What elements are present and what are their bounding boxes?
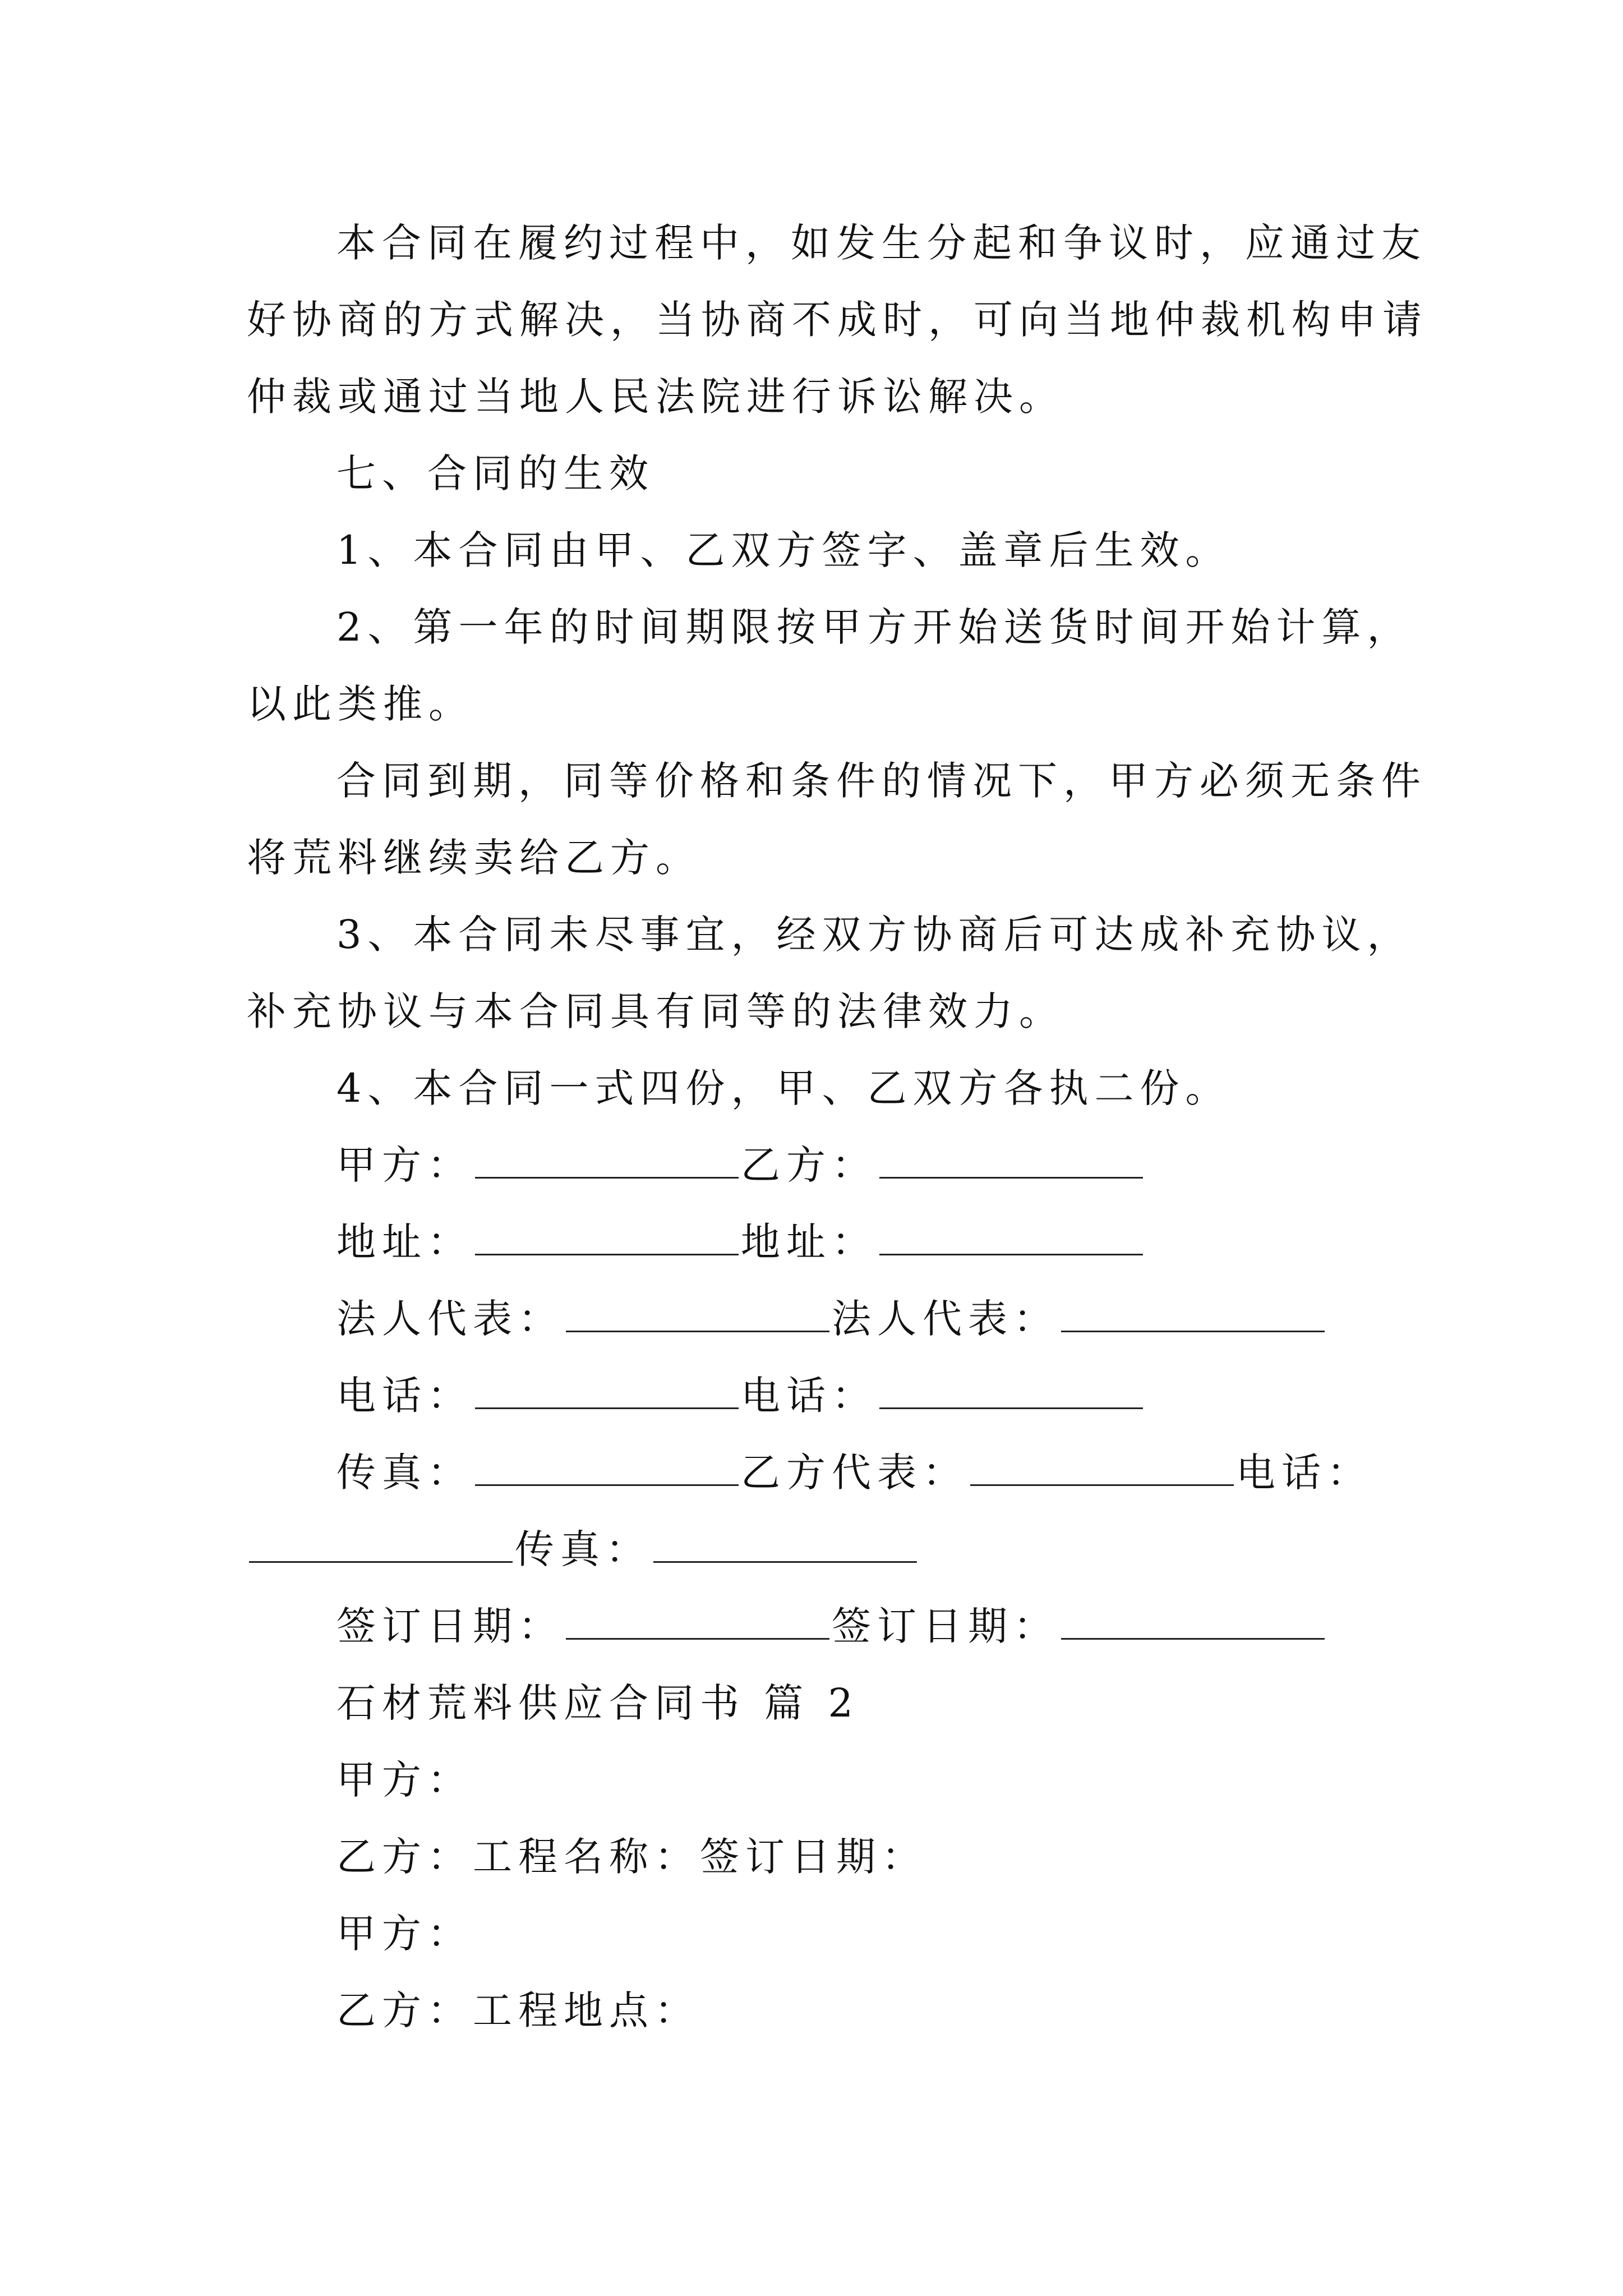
section-heading-effectiveness: 七、合同的生效: [336, 450, 654, 496]
clause-3-line1: 3、本合同未尽事宜，经双方协商后可达成补充协议，: [336, 912, 1413, 958]
clause-2-line2: 以此类推。: [247, 681, 474, 727]
signature-row-fax: [336, 1434, 1372, 1511]
address-a-label: 地址：: [336, 1219, 473, 1265]
clause-1: 1、本合同由甲、乙双方签字、盖章后生效。: [336, 527, 1231, 573]
signature-row-party: [336, 1127, 1145, 1204]
phone-b2-label: 电话：: [1236, 1450, 1372, 1496]
paragraph-dispute-line2: 好协商的方式解决，当协商不成时，可向当地仲裁机构申请: [247, 297, 1428, 343]
rep-a-label: 法人代表：: [336, 1296, 564, 1342]
date-a-label: 签订日期：: [336, 1603, 564, 1649]
signature-row-address: [336, 1204, 1145, 1281]
clause-3-line2: 补充协议与本合同具有同等的法律效力。: [247, 988, 1064, 1034]
rep-b2-blank[interactable]: [970, 1482, 1234, 1486]
phone-b2-blank[interactable]: [249, 1559, 513, 1563]
signature-row-fax-b: [247, 1511, 919, 1588]
signature-row-representative: [336, 1281, 1327, 1358]
section2-party-b-2: 乙方：工程地点：: [336, 1987, 700, 2033]
section2-party-a-2: 甲方：: [336, 1911, 473, 1957]
address-b-label: 地址：: [741, 1219, 877, 1265]
address-b-blank[interactable]: [879, 1251, 1143, 1255]
rep-a-blank[interactable]: [566, 1328, 829, 1332]
signature-row-phone: [336, 1358, 1145, 1434]
fax-b-blank[interactable]: [653, 1559, 917, 1563]
party-a-label: 甲方：: [336, 1142, 473, 1188]
section2-party-b-1: 乙方：工程名称：签订日期：: [336, 1834, 927, 1880]
signature-row-date: [336, 1588, 1327, 1665]
date-b-label: 签订日期：: [832, 1603, 1059, 1649]
paragraph-dispute-line1: 本合同在履约过程中，如发生分起和争议时，应通过友: [336, 220, 1427, 266]
date-a-blank[interactable]: [566, 1636, 829, 1640]
fax-a-label: 传真：: [336, 1450, 473, 1496]
rep-b-label: 法人代表：: [832, 1296, 1059, 1342]
address-a-blank[interactable]: [475, 1251, 739, 1255]
paragraph-dispute-line3: 仲裁或通过当地人民法院进行诉讼解决。: [247, 374, 1064, 420]
fax-b-label: 传真：: [515, 1526, 651, 1572]
party-a-blank[interactable]: [475, 1175, 739, 1179]
party-b-label: 乙方：: [741, 1142, 877, 1188]
phone-a-blank[interactable]: [475, 1405, 739, 1409]
fax-a-blank[interactable]: [475, 1482, 739, 1486]
date-b-blank[interactable]: [1061, 1636, 1325, 1640]
section2-party-a-1: 甲方：: [336, 1757, 473, 1803]
phone-b-blank[interactable]: [879, 1405, 1143, 1409]
clause-2b-line1: 合同到期，同等价格和条件的情况下，甲方必须无条件: [336, 758, 1427, 804]
phone-b-label: 电话：: [741, 1373, 877, 1419]
phone-a-label: 电话：: [336, 1373, 473, 1419]
party-b-blank[interactable]: [879, 1175, 1143, 1179]
clause-4: 4、本合同一式四份，甲、乙双方各执二份。: [336, 1065, 1231, 1111]
clause-2-line1: 2、第一年的时间期限按甲方开始送货时间开始计算，: [336, 604, 1413, 650]
section2-title: 石材荒料供应合同书 篇 2: [336, 1680, 860, 1726]
rep-b2-label: 乙方代表：: [741, 1450, 968, 1496]
clause-2b-line2: 将荒料继续卖给乙方。: [247, 835, 701, 881]
rep-b-blank[interactable]: [1061, 1328, 1325, 1332]
